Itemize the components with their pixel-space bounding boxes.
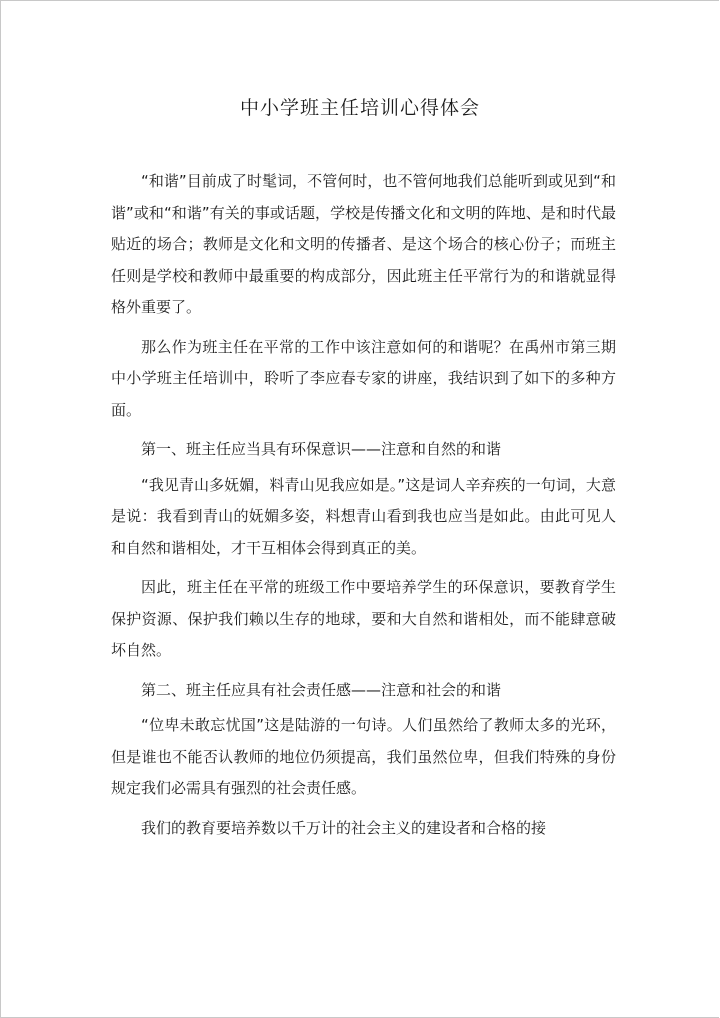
document-body (111, 166, 616, 852)
section-heading-nature: 第一、班主任应当具有环保意识——注意和自然的和谐 (141, 440, 502, 458)
section-heading-society: 第二、班主任应具有社会责任感——注意和社会的和谐 (141, 680, 502, 699)
paragraph-poem-nature: “我见青山多妩媚，料青山见我应如是。”这是词人辛弃疾的一句词，大意是说：我看到青山的妩媚多姿，料想青山看到我也应当是如此。由此可见人和自然和谐相处，才干互相体会得到真正的美。 (111, 475, 616, 557)
paragraph-education: 我们的教育要培养数以千万计的社会主义的建设者和合格的接 (141, 818, 547, 837)
paragraph-question: 那么作为班主任在平常的工作中该注意如何的和谐呢？在禹州市第三期中小学班主任培训中，聆听了李应春专家的讲座，我结识到了如下的多种方面。 (111, 337, 616, 419)
paragraph-intro: “和谐”目前成了时髦词，不管何时，也不管何地我们总能听到或见到“和谐”或和“和谐”有关的事或话题，学校是传播文化和文明的阵地、是和时代最贴近的场合；教师是文化和文明的传播者、是这个场合的核心份子；而班主任则是学校和教师中最重要的构成部分，因此班主任平常行为的和谐就显得格外重要了。 (111, 172, 616, 316)
paragraph-poem-society: “位卑未敢忘忧国”这是陆游的一句诗。人们虽然给了教师太多的光环，但是谁也不能否认教师的地位仍须提高，我们虽然位卑，但我们特殊的身份规定我们必需具有强烈的社会责任感。 (111, 716, 616, 797)
document-title: 中小学班主任培训心得体会 (239, 97, 480, 119)
paragraph-environment: 因此，班主任在平常的班级工作中要培养学生的环保意识，要教育学生保护资源、保护我们赖以生存的地球，要和大自然和谐相处，而不能肆意破坏自然。 (111, 578, 616, 659)
